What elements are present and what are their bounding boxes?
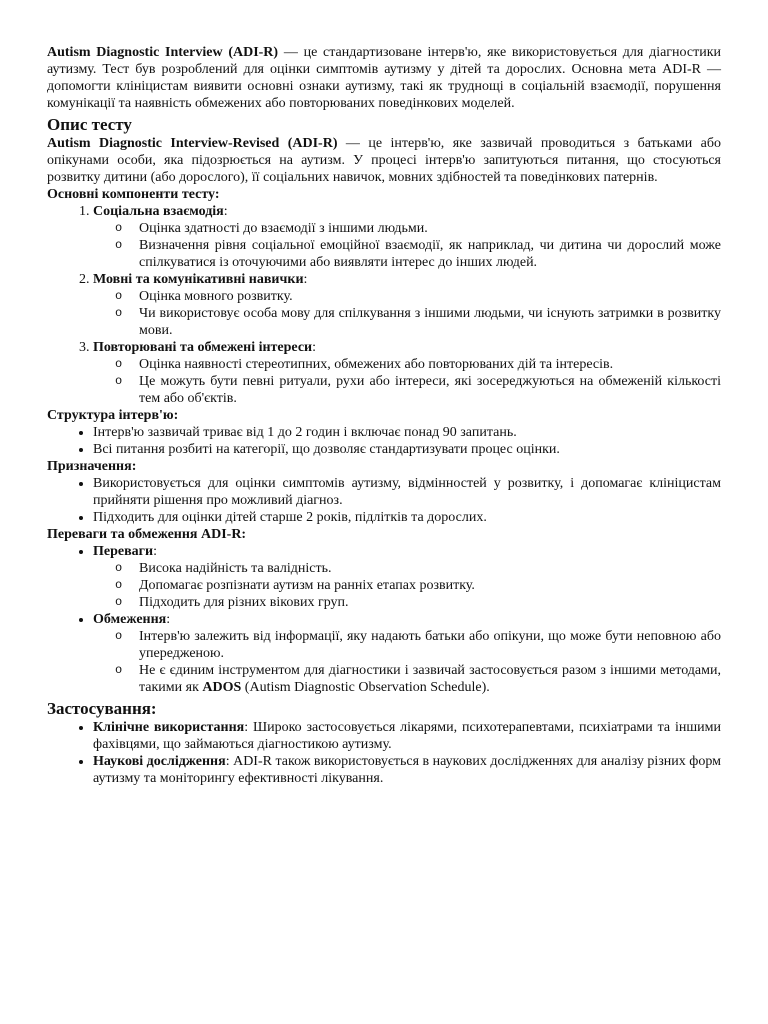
structure-list <box>47 424 721 458</box>
section-heading-structure: Структура інтерв'ю: <box>47 408 179 423</box>
component-title: Соціальна взаємодія <box>93 204 224 219</box>
list-item: • Підходить для оцінки дітей старше 2 років, підлітків та дорослих. <box>93 509 721 526</box>
list-item: o Підходить для різних вікових груп. <box>139 594 721 611</box>
advantages-title: Переваги <box>93 544 154 559</box>
list-item: o Інтерв'ю залежить від інформації, яку надають батьки або опікуни, що може бути неповною або упередженою. <box>139 628 721 662</box>
component-sublist <box>93 356 721 407</box>
component-title: Мовні та комунікативні навички <box>93 272 304 287</box>
list-item: • Використовується для оцінки симптомів аутизму, відмінностей у розвитку, і допомагає клініцистам прийняти рішення про можливий діагноз. <box>93 475 721 509</box>
ados-term: ADOS <box>202 680 242 695</box>
advantages-item: • Переваги: o Висока надійність та валідність. o Допомагає розпізнати аутизм на ранніх етапах розвитку. o Підходить для різних вікових груп. <box>93 543 721 611</box>
usage-list <box>47 719 721 787</box>
advantages-sublist <box>93 560 721 611</box>
component-sublist <box>93 288 721 339</box>
intro-paragraph <box>47 44 721 112</box>
intro-text: — це стандартизоване інтерв'ю, яке використовується для діагностики аутизму. Тест був розроблений для оцінки симптомів аутизму у дітей та дорослих. Основна мета ADI-R — допомогти клініцистам виявити основні ознаки аутизму, такі як труднощі в соціальній взаємодії, порушення комунікації та наявність обмежених або повторюваних поведінкових моделей. <box>47 45 721 111</box>
limitation-text: Не є єдиним інструментом для діагностики і зазвичай застосовується разом з іншими методами, такими як <box>139 663 721 695</box>
section-heading-components: Основні компоненти тесту: <box>47 187 220 202</box>
document-page <box>47 44 721 787</box>
component-item: 2. Мовні та комунікативні навички: o Оцінка мовного розвитку. o Чи використовує особа мову для спілкування з іншими людьми, чи існують затримки в розвитку мови. <box>93 271 721 339</box>
description-paragraph <box>47 135 721 186</box>
list-item <box>93 753 721 787</box>
purpose-list <box>47 475 721 526</box>
usage-text: : ADI-R також використовується в наукових дослідженнях для аналізу різних форм аутизму та моніторингу ефективності лікування. <box>93 754 722 786</box>
list-item: • Всі питання розбиті на категорії, що дозволяє стандартизувати процес оцінки. <box>93 441 721 458</box>
list-item: • Інтерв'ю зазвичай триває від 1 до 2 годин і включає понад 90 запитань. <box>93 424 721 441</box>
section-heading-usage: Застосування: <box>47 699 157 718</box>
list-item: o Чи використовує особа мову для спілкування з іншими людьми, чи існують затримки в розвитку мови. <box>139 305 721 339</box>
section-heading-description: Опис тесту <box>47 115 132 134</box>
description-title: Autism Diagnostic Interview-Revised (ADI-R) <box>47 136 338 151</box>
intro-title: Autism Diagnostic Interview (ADI-R) <box>47 45 279 60</box>
limitations-sublist <box>93 628 721 696</box>
component-item: 3. Повторювані та обмежені інтереси: o Оцінка наявності стереотипних, обмежених або повторюваних дій та інтересів. o Це можуть бути певні ритуали, рухи або інтереси, які зосереджуються на обмеженій кількості тем або об'єктів. <box>93 339 721 407</box>
usage-title: Клінічне використання <box>93 720 245 735</box>
list-item <box>93 719 721 753</box>
component-item: 1. Соціальна взаємодія: o Оцінка здатності до взаємодії з іншими людьми. o Визначення рівня соціальної емоційної взаємодії, як наприклад, чи дитина чи дорослий може спілкуватися із оточуючими або виявляти інтерес до інших людей. <box>93 203 721 271</box>
list-item: o Оцінка наявності стереотипних, обмежених або повторюваних дій та інтересів. <box>139 356 721 373</box>
limitations-title: Обмеження <box>93 612 167 627</box>
list-item <box>139 662 721 696</box>
list-item: o Допомагає розпізнати аутизм на ранніх етапах розвитку. <box>139 577 721 594</box>
list-item: o Це можуть бути певні ритуали, рухи або інтереси, які зосереджуються на обмеженій кількості тем або об'єктів. <box>139 373 721 407</box>
component-title: Повторювані та обмежені інтереси <box>93 340 313 355</box>
limitations-item: • Обмеження: o Інтерв'ю залежить від інформації, яку надають батьки або опікуни, що може бути неповною або упередженою. o Не є єдиним інструментом для діагностики і зазвичай застосовується разом з іншими методами, такими як ADOS (Autism Diagnostic Observation Schedule). <box>93 611 721 696</box>
list-item: o Оцінка мовного розвитку. <box>139 288 721 305</box>
usage-text: : Широко застосовується лікарями, психотерапевтами, психіатрами та іншими фахівцями, що займаються діагностикою аутизму. <box>93 720 721 752</box>
list-item: o Оцінка здатності до взаємодії з іншими людьми. <box>139 220 721 237</box>
list-item: o Визначення рівня соціальної емоційної взаємодії, як наприклад, чи дитина чи дорослий може спілкуватися із оточуючими або виявляти інтерес до інших людей. <box>139 237 721 271</box>
pros-cons-list <box>47 543 721 696</box>
section-heading-pros-cons: Переваги та обмеження ADI-R: <box>47 527 247 542</box>
usage-title: Наукові дослідження <box>93 754 226 769</box>
list-item: o Висока надійність та валідність. <box>139 560 721 577</box>
component-sublist <box>93 220 721 271</box>
section-heading-purpose: Призначення: <box>47 459 137 474</box>
limitation-text-end: (Autism Diagnostic Observation Schedule). <box>241 680 490 695</box>
description-text: — це інтерв'ю, яке зазвичай проводиться з батьками або опікунами особи, яка підозрюється на аутизм. У процесі інтерв'ю запитуються питання, що стосуються розвитку дитини (або дорослого), її соціальних навичок, мовних здібностей та поведінкових патернів. <box>47 136 721 185</box>
components-list <box>47 203 721 407</box>
